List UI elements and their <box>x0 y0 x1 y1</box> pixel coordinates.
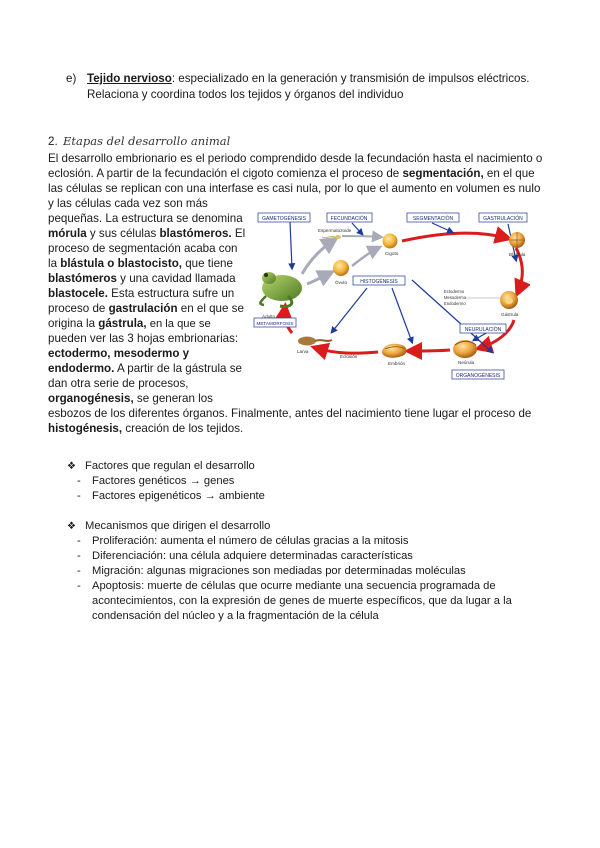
term-histogenesis: histogénesis, <box>48 422 123 435</box>
p6d: El <box>231 227 246 240</box>
mecanismos-item-4-line3: condensación del núcleo y a la fragmentación de la célula <box>92 610 379 622</box>
para-line-1: El desarrollo embrionario es el periodo comprendido desde la fecundación hasta el nacimiento o <box>48 152 543 165</box>
para-line-14 <box>48 346 189 361</box>
term-endodermo: endodermo. <box>48 362 115 375</box>
term-morula: mórula <box>48 227 87 240</box>
arrow-neurula-embrion <box>410 350 450 351</box>
section-number: 2. <box>48 135 58 148</box>
label-blastula: Blástula <box>509 252 526 257</box>
para-line-3: las células se replican con una interfase es casi nula, por lo que el aumento en volumen es nulo <box>48 182 541 195</box>
term-blastomeros-2: blastómeros <box>48 272 117 285</box>
dash-bullet: - <box>77 580 81 592</box>
para-line-15 <box>48 361 242 376</box>
label-gastrula: Gástrula <box>501 312 519 317</box>
arrow-gray-ovulo-cigoto <box>352 248 378 266</box>
mecanismos-item-4-line1: Apoptosis: muerte de células que ocurre mediante una secuencia programada de <box>92 580 496 592</box>
factores-item-1: Factores genéticos → genes <box>92 475 235 487</box>
label-embrion: Embrión <box>388 361 406 366</box>
para-line-4: y las células cada vez son más <box>48 197 208 210</box>
p6b: y sus células <box>86 227 160 240</box>
label-neurula: Neúrula <box>458 360 475 365</box>
factores-item-2: Factores epigenéticos → ambiente <box>92 490 265 502</box>
box-neurulacion <box>460 324 506 333</box>
pointer-fecundacion <box>352 223 362 234</box>
p2c: en el que <box>483 167 535 180</box>
label-ovulo: Óvulo <box>335 280 348 285</box>
para-line-11 <box>48 301 244 316</box>
list-marker-e: e) <box>66 72 77 85</box>
sperm-icon <box>322 235 341 239</box>
label-larva: Larva <box>297 349 309 354</box>
p12c: en la que se <box>146 318 211 330</box>
box-segmentacion <box>407 213 459 222</box>
item-e-line1 <box>87 71 530 86</box>
mecanismos-item-1: Proliferación: aumenta el número de células gracias a la mitosis <box>92 535 409 547</box>
box-fecundacion <box>327 213 372 222</box>
box-neurulacion-label: NEURULACIÓN <box>464 327 502 333</box>
term-gastrulacion: gastrulación <box>108 302 178 315</box>
dash-bullet: - <box>77 550 81 562</box>
p10b: Esta estructura sufre un <box>107 287 235 300</box>
para-line-18: esbozos de los diferentes órganos. Finalmente, antes del nacimiento tiene lugar el proceso de <box>48 407 532 420</box>
diamond-bullet-icon: ❖ <box>67 461 76 472</box>
box-segmentacion-label: SEGMENTACIÓN <box>412 216 454 222</box>
pointer-histogenesis-2 <box>392 288 412 342</box>
arrow-gray-adulto-ovulo <box>307 273 330 284</box>
factores-heading: Factores que regulan el desarrollo <box>85 460 255 472</box>
term-blastomeros: blastómeros. <box>159 227 232 240</box>
p19b: creación de los tejidos. <box>122 422 244 435</box>
ovum-icon <box>333 260 349 276</box>
p8c: que tiene <box>182 257 233 270</box>
item-e-line2: Relaciona y coordina todos los tejidos y órganos del individuo <box>87 88 404 101</box>
para-line-7: proceso de segmentación acaba con <box>48 242 238 255</box>
box-fecundacion-label: FECUNDACIÓN <box>330 216 368 222</box>
frog-adult-icon <box>260 272 302 307</box>
term-organogenesis: organogénesis, <box>48 392 134 405</box>
p11c: en el que se <box>177 302 244 315</box>
para-line-12 <box>48 316 211 332</box>
box-organogenesis <box>452 370 504 379</box>
para-line-8 <box>48 256 233 271</box>
neurula-icon <box>453 340 477 358</box>
diamond-bullet-icon: ❖ <box>67 521 76 532</box>
para-line-10 <box>48 286 234 301</box>
box-gastrulacion <box>479 213 527 222</box>
development-diagram <box>252 208 530 380</box>
para-line-2 <box>48 166 535 181</box>
mecanismos-item-3: Migración: algunas migraciones son mediadas por determinadas moléculas <box>92 565 466 577</box>
box-metamorfosis <box>254 318 296 327</box>
para-line-17 <box>48 391 213 406</box>
para-line-19 <box>48 421 243 436</box>
pointer-gametogenesis <box>290 222 292 268</box>
pointer-segmentacion <box>432 223 452 232</box>
term-hojas: ectodermo, mesodermo y <box>48 347 190 360</box>
box-gametogenesis <box>258 213 310 222</box>
label-eclosion: Eclosión <box>340 354 358 359</box>
p15b: A partir de la gástrula se <box>114 362 242 375</box>
term-gastrula: gástrula, <box>98 317 147 330</box>
arrow-embrion-larva <box>316 348 378 353</box>
arrow-gray-adulto-esperma <box>302 240 334 274</box>
para-line-6 <box>48 226 245 241</box>
dash-bullet: - <box>77 565 81 577</box>
term-segmentacion: segmentación, <box>402 167 484 180</box>
box-organogenesis-label: ORGANOGÉNESIS <box>455 373 501 379</box>
arrow-cigoto-blastula <box>402 233 507 241</box>
term-blastocele: blastocele. <box>48 287 108 300</box>
mecanismos-heading: Mecanismos que dirigen el desarrollo <box>85 520 271 532</box>
mecanismos-item-2: Diferenciación: una célula adquiere determinadas características <box>92 550 413 562</box>
gastrula-icon <box>500 291 518 309</box>
mecanismos-item-4-line2: acontecimientos, con la expresión de genes de muerte específicos, que da lugar a la <box>92 595 512 607</box>
p8a: la <box>48 257 61 270</box>
para-line-9 <box>48 271 236 286</box>
label-endodermo: Endodermo <box>444 301 466 306</box>
box-histogenesis-label: HISTOGÉNESIS <box>360 279 398 285</box>
term-blastula: blástula o blastocisto, <box>60 257 183 270</box>
term-tejido-nervioso: Tejido nervioso <box>87 72 172 85</box>
larva-icon <box>298 337 332 346</box>
label-cigoto: Cigoto <box>385 251 399 256</box>
box-histogenesis <box>353 276 405 285</box>
p12a: origina la <box>48 317 99 330</box>
para-line-16: dan otra serie de procesos, <box>48 377 189 390</box>
box-gametogenesis-label: GAMETOGÉNESIS <box>262 216 306 222</box>
arrow-gray-esperma-cigoto <box>342 236 380 237</box>
para-line-13: pueden ver las 3 hojas embrionarias: <box>48 332 239 345</box>
p2a: eclosión. A partir de la fecundación el cigoto comienza el proceso de <box>48 167 403 180</box>
label-ectodermo: Ectodermo <box>444 289 465 294</box>
para-line-5: pequeñas. La estructura se denomina <box>48 212 243 225</box>
embryo-icon <box>382 344 407 358</box>
label-mesodermo: Mesodermo <box>444 295 467 300</box>
p17b: se generan los <box>133 392 213 405</box>
dash-bullet: - <box>77 475 81 487</box>
dash-bullet: - <box>77 535 81 547</box>
pointer-histogenesis-1 <box>332 288 367 332</box>
label-espermatozoide: Espermatozoide <box>318 228 352 233</box>
section-title: Etapas del desarrollo animal <box>63 134 231 148</box>
zygote-icon <box>383 234 398 249</box>
blastula-icon <box>509 232 525 248</box>
dash-bullet: - <box>77 490 81 502</box>
item-e-text1: : especializado en la generación y transmisión de impulsos eléctricos. <box>171 72 530 85</box>
p9b: y una cavidad llamada <box>116 272 236 285</box>
box-metamorfosis-label: METAMORFOSIS <box>256 321 294 326</box>
label-adulto: Adulto <box>262 314 276 319</box>
p11a: proceso de <box>48 302 109 315</box>
box-gastrulacion-label: GASTRULACIÓN <box>483 216 523 222</box>
